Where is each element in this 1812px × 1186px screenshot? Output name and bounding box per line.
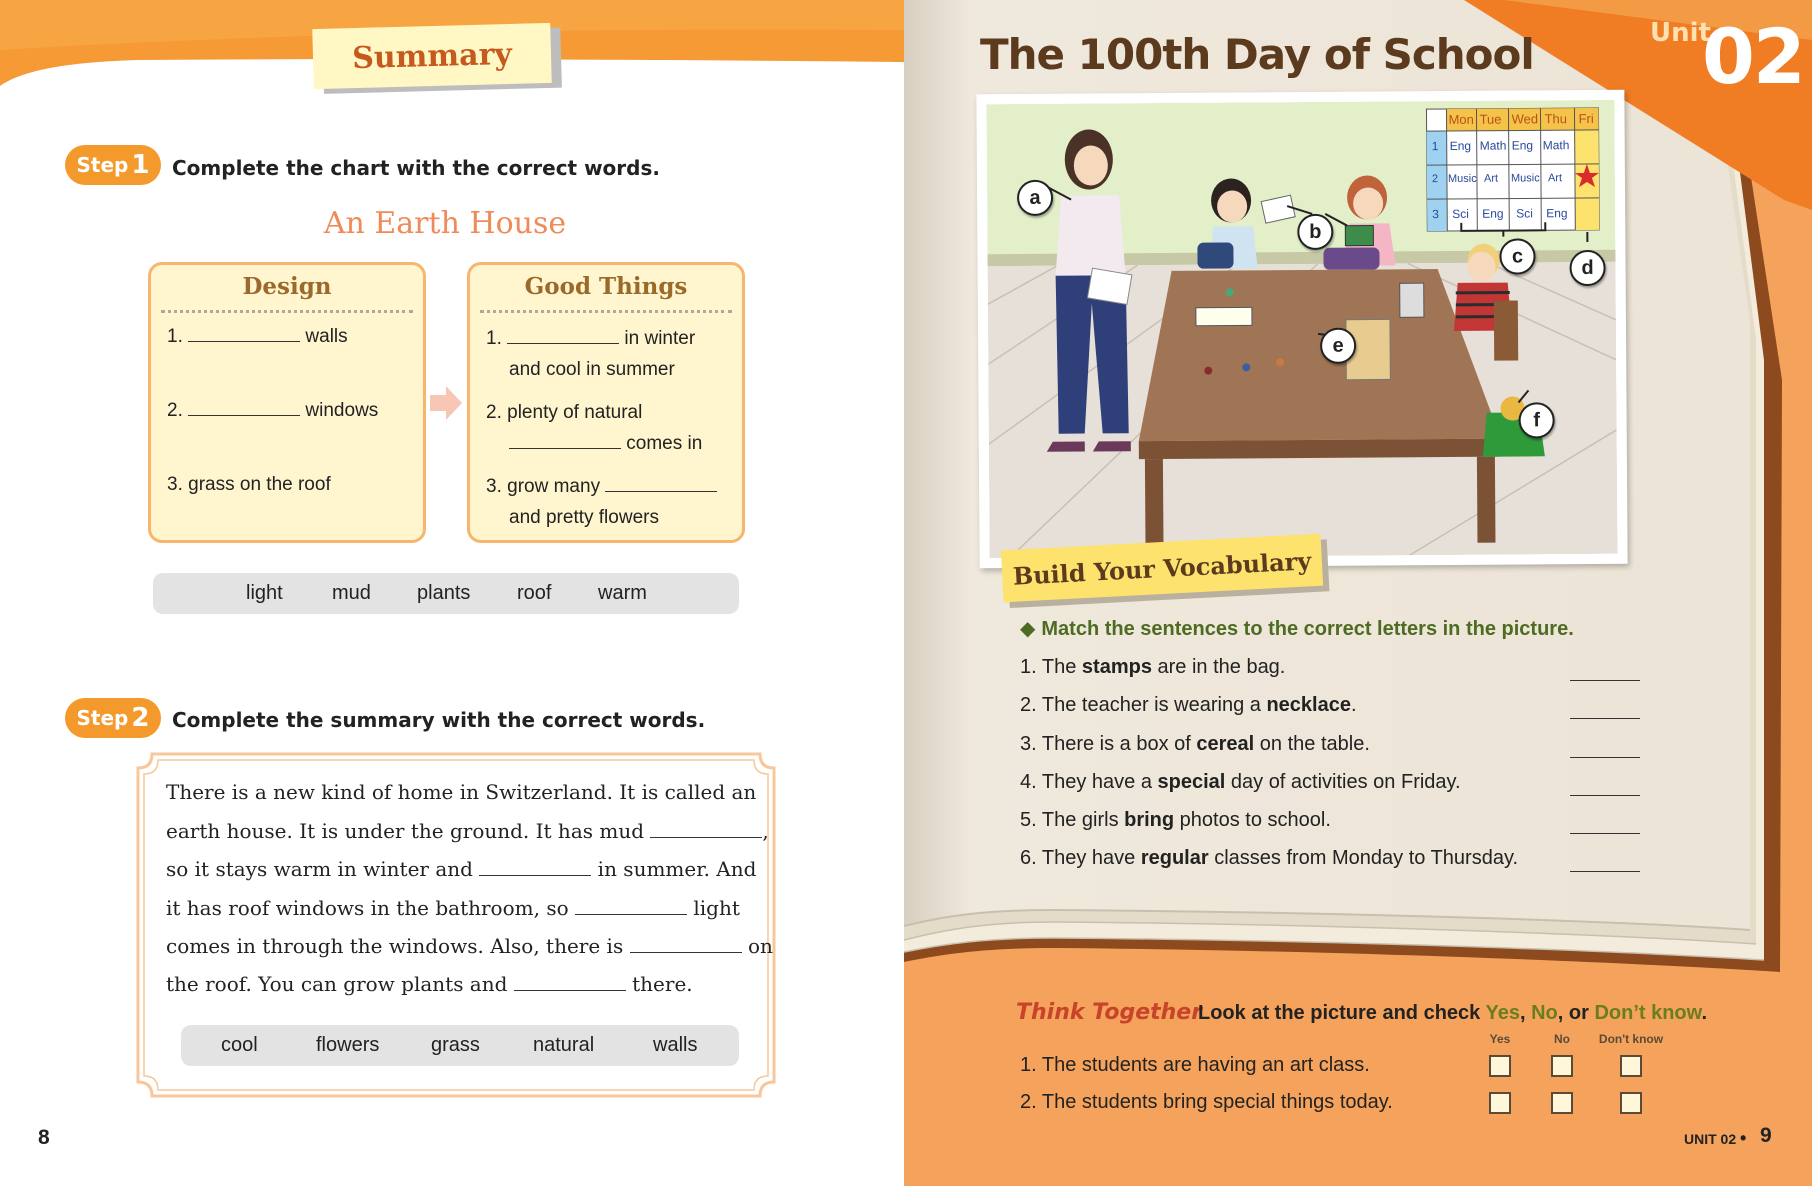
good-item-2-line2: comes in — [509, 428, 702, 459]
good-item-3-line2: and pretty flowers — [509, 507, 659, 528]
picture-label-b[interactable]: b — [1297, 214, 1333, 250]
answer-line-2[interactable] — [1570, 718, 1640, 719]
answer-blank[interactable] — [507, 324, 619, 344]
q1-yes-checkbox[interactable] — [1489, 1055, 1511, 1077]
answer-line-5[interactable] — [1570, 833, 1640, 834]
classroom-scene: Mon Tue Wed Thu Fri 1 Eng Math Eng Math 2 Music Art Music Art 3 Sci Eng Sci Eng — [986, 100, 1617, 558]
page-number-right: 9 — [1760, 1124, 1772, 1147]
left-page — [0, 0, 904, 1186]
step2-num: 2 — [131, 703, 150, 733]
design-heading: Design — [242, 273, 332, 300]
word-bank-1 — [153, 573, 739, 614]
answer-line-3[interactable] — [1570, 757, 1640, 758]
picture-label-a[interactable]: a — [1017, 180, 1053, 216]
divider — [480, 310, 732, 313]
step1-instruction: Complete the chart with the correct words. — [172, 156, 660, 180]
match-sentence-1: 1. The stamps are in the bag. — [1020, 656, 1286, 678]
lesson-title: The 100th Day of School — [980, 30, 1534, 79]
match-sentence-6: 6. They have regular classes from Monday to Thursday. — [1020, 847, 1519, 869]
right-page — [904, 0, 1812, 1186]
unit-label: Unit — [1650, 18, 1711, 48]
word-bank-2 — [181, 1025, 739, 1066]
diamond-bullet-icon: ◆ — [1020, 618, 1036, 640]
column-dont-know: Don't know — [1598, 1032, 1664, 1046]
picture-label-e[interactable]: e — [1320, 328, 1356, 364]
summary-line-4: it has roof windows in the bathroom, so light — [166, 896, 740, 920]
picture-label-f[interactable]: f — [1519, 402, 1555, 438]
chart-title: An Earth House — [323, 206, 567, 241]
word-bank-item: walls — [653, 1034, 698, 1056]
good-things-box — [467, 262, 745, 543]
design-box — [148, 262, 426, 543]
answer-line-4[interactable] — [1570, 795, 1640, 796]
think-question-2: 2. The students bring special things today. — [1020, 1091, 1393, 1113]
step1-badge — [65, 145, 161, 185]
word-bank-item: natural — [533, 1034, 595, 1056]
answer-line-1[interactable] — [1570, 680, 1640, 681]
q2-dont-know-checkbox[interactable] — [1620, 1092, 1642, 1114]
footer-unit: UNIT 02 • — [1684, 1128, 1747, 1148]
word-bank-item: mud — [332, 582, 371, 604]
answer-blank[interactable] — [514, 971, 626, 991]
match-sentence-5: 5. The girls bring photos to school. — [1020, 809, 1331, 831]
classroom-illustration — [986, 100, 1617, 558]
divider — [161, 310, 413, 313]
arrow-right-icon — [430, 386, 462, 420]
q2-no-checkbox[interactable] — [1551, 1092, 1573, 1114]
design-item-3: 3. grass on the roof — [167, 474, 331, 495]
summary-line-2: earth house. It is under the ground. It has mud , — [166, 819, 769, 843]
word-bank-item: grass — [431, 1034, 480, 1056]
good-item-1: 1. in winter — [486, 323, 695, 354]
q2-yes-checkbox[interactable] — [1489, 1092, 1511, 1114]
column-yes: Yes — [1489, 1032, 1511, 1046]
design-item-2: 2. windows — [167, 395, 378, 426]
good-item-2: 2. plenty of natural — [486, 402, 643, 423]
answer-blank[interactable] — [650, 818, 762, 838]
word-bank-item: light — [246, 582, 283, 604]
step2-instruction: Complete the summary with the correct words. — [172, 708, 706, 732]
answer-blank[interactable] — [630, 933, 742, 953]
good-item-3: 3. grow many — [486, 471, 717, 502]
answer-line-6[interactable] — [1570, 871, 1640, 872]
summary-line-5: comes in through the windows. Also, there is on — [166, 934, 773, 958]
page-number-left: 8 — [38, 1126, 50, 1149]
step2-word: Step — [76, 706, 129, 730]
vocabulary-title: Build Your Vocabulary — [1001, 534, 1323, 603]
step1-num: 1 — [131, 150, 150, 180]
match-sentence-4: 4. They have a special day of activities on Friday. — [1020, 771, 1461, 793]
think-together-title: Think Together — [1016, 1000, 1203, 1025]
word-bank-item: warm — [598, 582, 647, 604]
summary-line-6: the roof. You can grow plants and there. — [166, 972, 693, 996]
summary-line-3: so it stays warm in winter and in summer. And — [166, 857, 757, 881]
q1-no-checkbox[interactable] — [1551, 1055, 1573, 1077]
answer-blank[interactable] — [188, 322, 300, 342]
picture-label-d[interactable]: d — [1569, 250, 1605, 286]
column-no: No — [1554, 1032, 1570, 1046]
think-together-instruction: Look at the picture and check Yes, No, or Don’t know. — [1198, 1002, 1708, 1024]
design-item-1: 1. walls — [167, 321, 348, 352]
word-bank-item: cool — [221, 1034, 258, 1056]
q1-dont-know-checkbox[interactable] — [1620, 1055, 1642, 1077]
step2-badge — [65, 698, 161, 738]
word-bank-item: roof — [517, 582, 552, 604]
classroom-picture — [976, 90, 1627, 569]
match-sentence-3: 3. There is a box of cereal on the table. — [1020, 733, 1370, 755]
answer-blank[interactable] — [479, 856, 591, 876]
step1-word: Step — [76, 153, 129, 177]
answer-blank[interactable] — [575, 895, 687, 915]
picture-label-c[interactable]: c — [1499, 238, 1535, 274]
word-bank-item: flowers — [316, 1034, 380, 1056]
answer-blank[interactable] — [605, 472, 717, 492]
good-item-1-line2: and cool in summer — [509, 359, 675, 380]
answer-blank[interactable] — [509, 429, 621, 449]
word-bank-item: plants — [417, 582, 471, 604]
unit-number: 02 — [1702, 12, 1804, 101]
think-question-1: 1. The students are having an art class. — [1020, 1054, 1370, 1076]
match-instruction: ◆ Match the sentences to the correct letters in the picture. — [1020, 618, 1574, 640]
summary-title: Summary — [312, 23, 551, 89]
match-sentence-2: 2. The teacher is wearing a necklace. — [1020, 694, 1357, 716]
good-things-heading: Good Things — [524, 273, 688, 300]
summary-line-1: There is a new kind of home in Switzerland. It is called an — [166, 780, 757, 804]
answer-blank[interactable] — [188, 396, 300, 416]
